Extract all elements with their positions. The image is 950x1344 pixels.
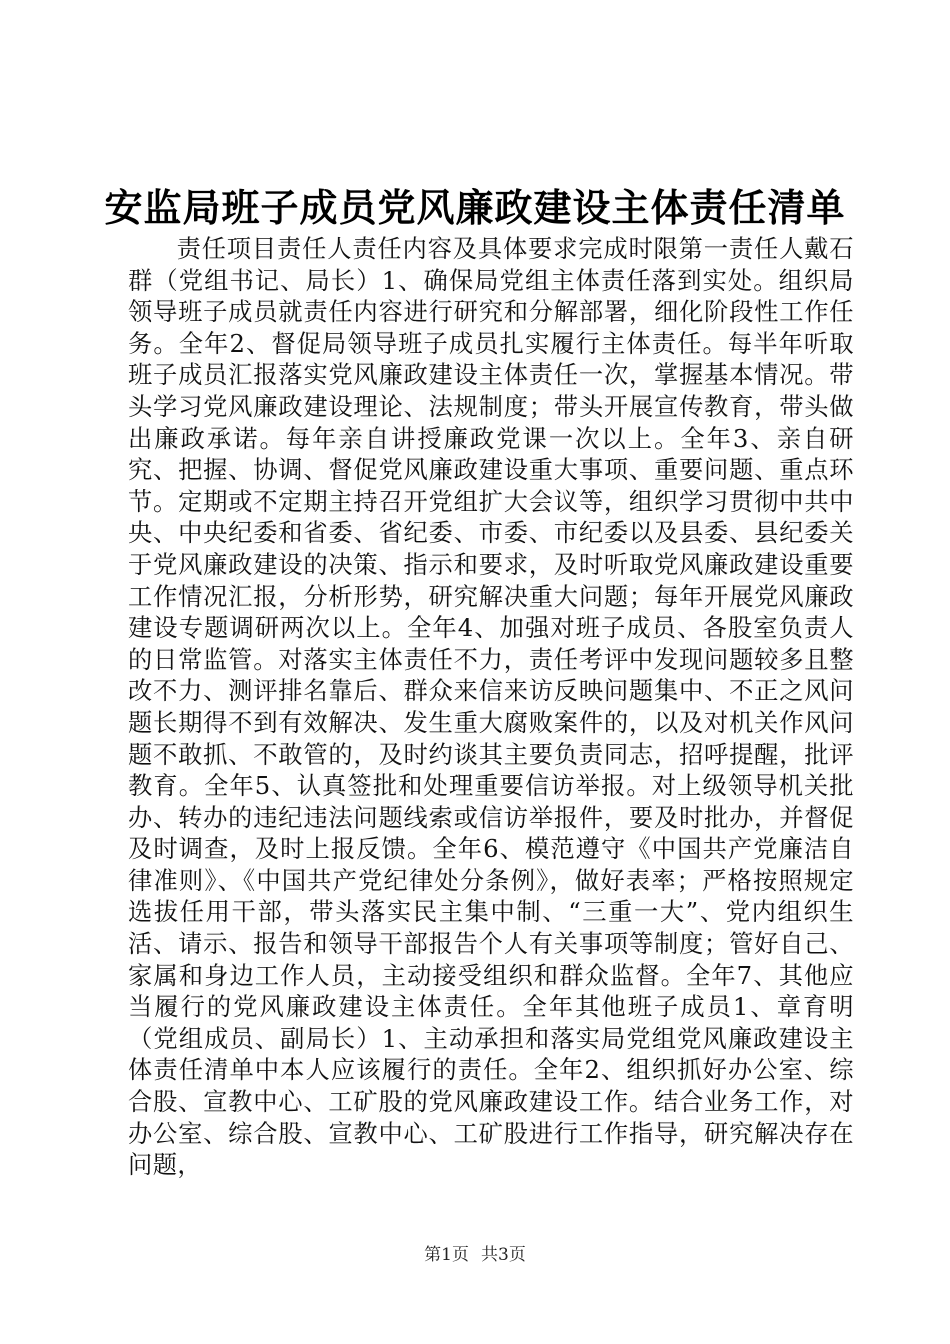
page-number: 第1页 [424, 1245, 469, 1265]
page-footer [0, 1244, 950, 1266]
document-title: 安监局班子成员党风廉政建设主体责任清单 [104, 185, 846, 230]
page-total: 共3页 [481, 1245, 526, 1265]
document-body: 责任项目责任人责任内容及具体要求完成时限第一责任人戴石群（党组书记、局长）1、确保局党组主体责任落到实处。组织局领导班子成员就责任内容进行研究和分解部署，细化阶段性工作任务。全年2、督促局领导班子成员扎实履行主体责任。每半年听取班子成员汇报落实党风廉政建设主体责任一次，掌握基本情况。带头学习党风廉政建设理论、法规制度；带头开展宣传教育，带头做出廉政承诺。每年亲自讲授廉政党课一次以上。全年3、亲自研究、把握、协调、督促党风廉政建设重大事项、重要问题、重点环节。定期或不定期主持召开党组扩大会议等，组织学习贯彻中共中央、中央纪委和省委、省纪委、市委、市纪委以及县委、县纪委关于党风廉政建设的决策、指示和要求，及时听取党风廉政建设重要工作情况汇报，分析形势，研究解决重大问题；每年开展党风廉政建设专题调研两次以上。全年4、加强对班子成员、各股室负责人的日常监管。对落实主体责任不力，责任考评中发现问题较多且整改不力、测评排名靠后、群众来信来访反映问题集中、不正之风问题长期得不到有效解决、发生重大腐败案件的，以及对机关作风问题不敢抓、不敢管的，及时约谈其主要负责同志，招呼提醒，批评教育。全年5、认真签批和处理重要信访举报。对上级领导机关批办、转办的违纪违法问题线索或信访举报件，要及时批办，并督促及时调查，及时上报反馈。全年6、模范遵守《中国共产党廉洁自律准则》、《中国共产党纪律处分条例》，做好表率；严格按照规定选拔任用干部，带头落实民主集中制、“三重一大”、党内组织生活、请示、报告和领导干部报告个人有关事项等制度；管好自己、家属和身边工作人员，主动接受组织和群众监督。全年7、其他应当履行的党风廉政建设主体责任。全年其他班子成员1、章育明（党组成员、副局长）1、主动承担和落实局党组党风廉政建设主体责任清单中本人应该履行的责任。全年2、组织抓好办公室、综合股、宣教中心、工矿股的党风廉政建设工作。结合业务工作，对办公室、综合股、宣教中心、工矿股进行工作指导，研究解决存在问题， [128, 234, 854, 1180]
